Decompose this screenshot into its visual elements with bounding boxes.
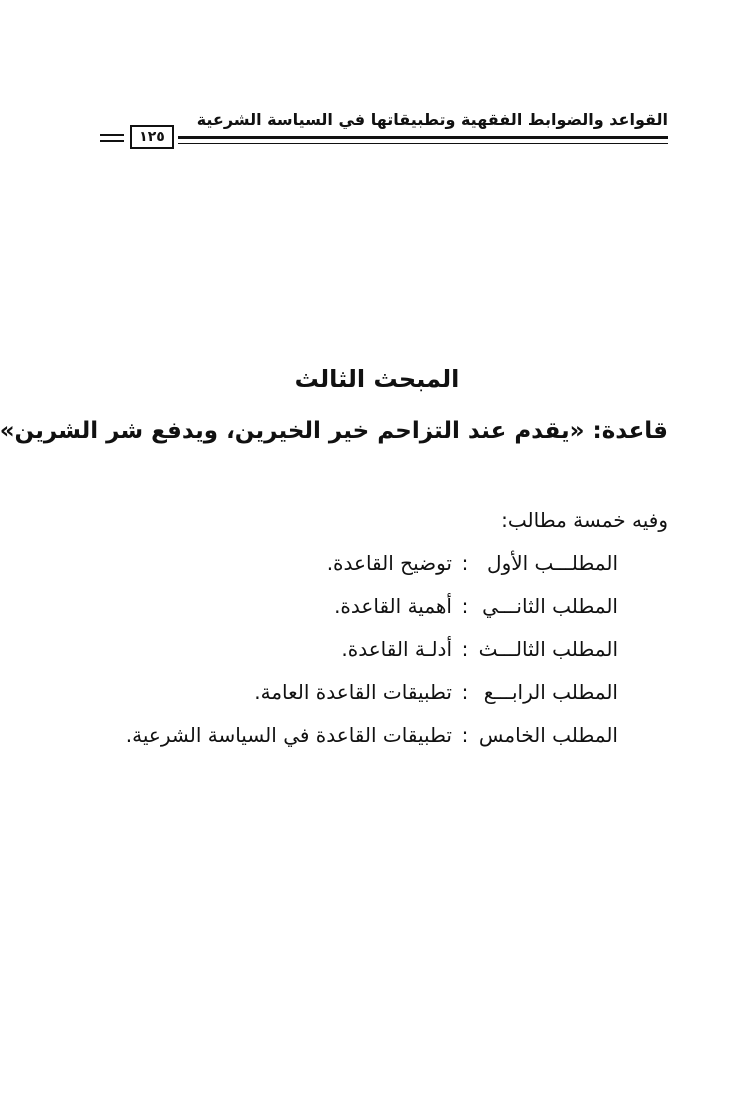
list-item [334,591,618,621]
list-item [327,548,618,578]
item-colon: : [461,637,469,661]
item-label: المطلب الرابـــع [483,680,618,704]
item-value: تطبيقات القاعدة العامة. [254,680,452,704]
header-rule-thin [178,143,668,144]
list-item [126,720,618,750]
section-heading: المبحث الثالث [294,365,460,393]
header-mark-top [100,134,124,136]
item-label: المطلـــب الأول [487,551,618,575]
item-value: أدلـة القاعدة. [341,637,452,661]
item-value: تطبيقات القاعدة في السياسة الشرعية. [125,723,452,747]
header-mark-bottom [100,140,124,142]
item-value: توضيح القاعدة. [326,551,452,575]
page-number: ١٢٥ [130,125,174,149]
intro-text: وفيه خمسة مطالب: [501,508,668,532]
item-colon: : [461,680,469,704]
list-item [254,677,618,707]
item-colon: : [461,594,469,618]
item-colon: : [461,723,469,747]
item-value: أهمية القاعدة. [334,594,452,618]
rule-heading: قاعدة: «يقدم عند التزاحم خير الخيرين، ويدفع شر الشرين» [0,418,668,444]
list-item [341,634,618,664]
item-label: المطلب الثانـــي [482,594,618,618]
item-label: المطلب الخامس [478,723,618,747]
item-colon: : [461,551,469,575]
item-label: المطلب الثالـــث [478,637,618,661]
header-rule-thick [178,136,668,139]
running-header-title: القواعد والضوابط الفقهية وتطبيقاتها في السياسة الشرعية [196,110,668,129]
